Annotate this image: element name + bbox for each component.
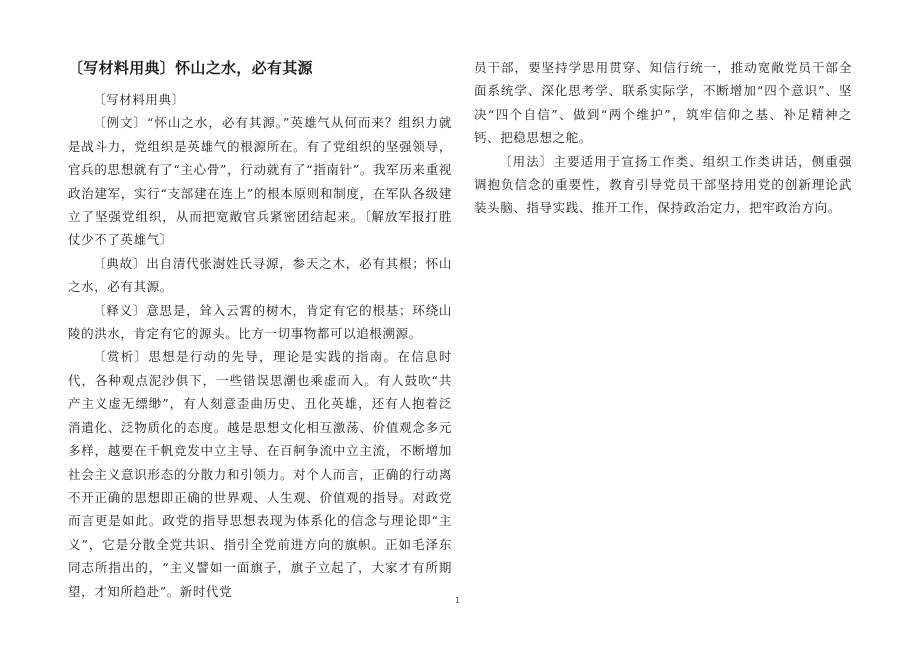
right-column: [474, 56, 852, 220]
section-label: 〔写材料用典〕: [93, 92, 185, 107]
paragraph-analysis-continued: 员干部，要坚持学思用贯穿、知信行统一，推动宽敞党员干部全面系统学、深化思考学、联系实际学，不断增加“四个意识”、坚决“四个自信”、做到“两个维护”，筑牢信仰之基、补足精神之钙、把稳思想之舵。: [474, 60, 852, 146]
document-title: 〔写材料用典〕怀山之水，必有其源: [68, 59, 313, 77]
left-column: [68, 56, 452, 603]
paragraph-example: 〔例文〕“怀山之水，必有其源。”英雄气从何而来？组织力就是战斗力，党组织是英雄气的根源所在。有了党组织的坚强领导，官兵的思想就有了“主心骨”，行动就有了“指南针”。我军历来重视政治建军，实行“支部建在连上”的根本原则和制度，在军队各级建立了坚强党组织，从而把宽敞官兵紧密团结起来。〔解放军报打胜仗少不了英雄气〕: [68, 115, 452, 248]
paragraph-meaning: 〔释义〕意思是，耸入云霄的树木，肯定有它的根基；环绕山陵的洪水，肯定有它的源头。比方一切事物都可以追根溯源。: [68, 302, 452, 342]
paragraph-usage: 〔用法〕主要适用于宣扬工作类、组织工作类讲话，侧重强调抱负信念的重要性，教育引导党员干部坚持用党的创新理论武装头脑、指导实践、推开工作，保持政治定力，把牢政治方向。: [474, 153, 852, 216]
paragraph-analysis: 〔赏析〕思想是行动的先导，理论是实践的指南。在信息时代，各种观点泥沙俱下，一些错误思潮也乘虚而入。有人鼓吹“共产主义虚无缥缈”，有人刻意歪曲历史、丑化英雄，还有人抱着泛消遣化、泛物质化的态度。越是思想文化相互激荡、价值观念多元多样，越要在千帆竞发中立主导、在百舸争流中立主流，不断增加社会主义意识形态的分散力和引领力。对个人而言，正确的行动离不开正确的思想即正确的世界观、人生观、价值观的指导。对政党而言更是如此。政党的指导思想表现为体系化的信念与理论即“主义”，它是分散全党共识、指引全党前进方向的旗帜。正如毛泽东同志所指出的，“主义譬如一面旗子，旗子立起了，大家才有所期望，才知所趋赴”。新时代党: [68, 349, 452, 599]
page-number: 1: [455, 596, 461, 605]
paragraph-allusion: 〔典故〕出自清代张澍姓氏寻源，参天之木，必有其根；怀山之水，必有其源。: [68, 255, 452, 295]
